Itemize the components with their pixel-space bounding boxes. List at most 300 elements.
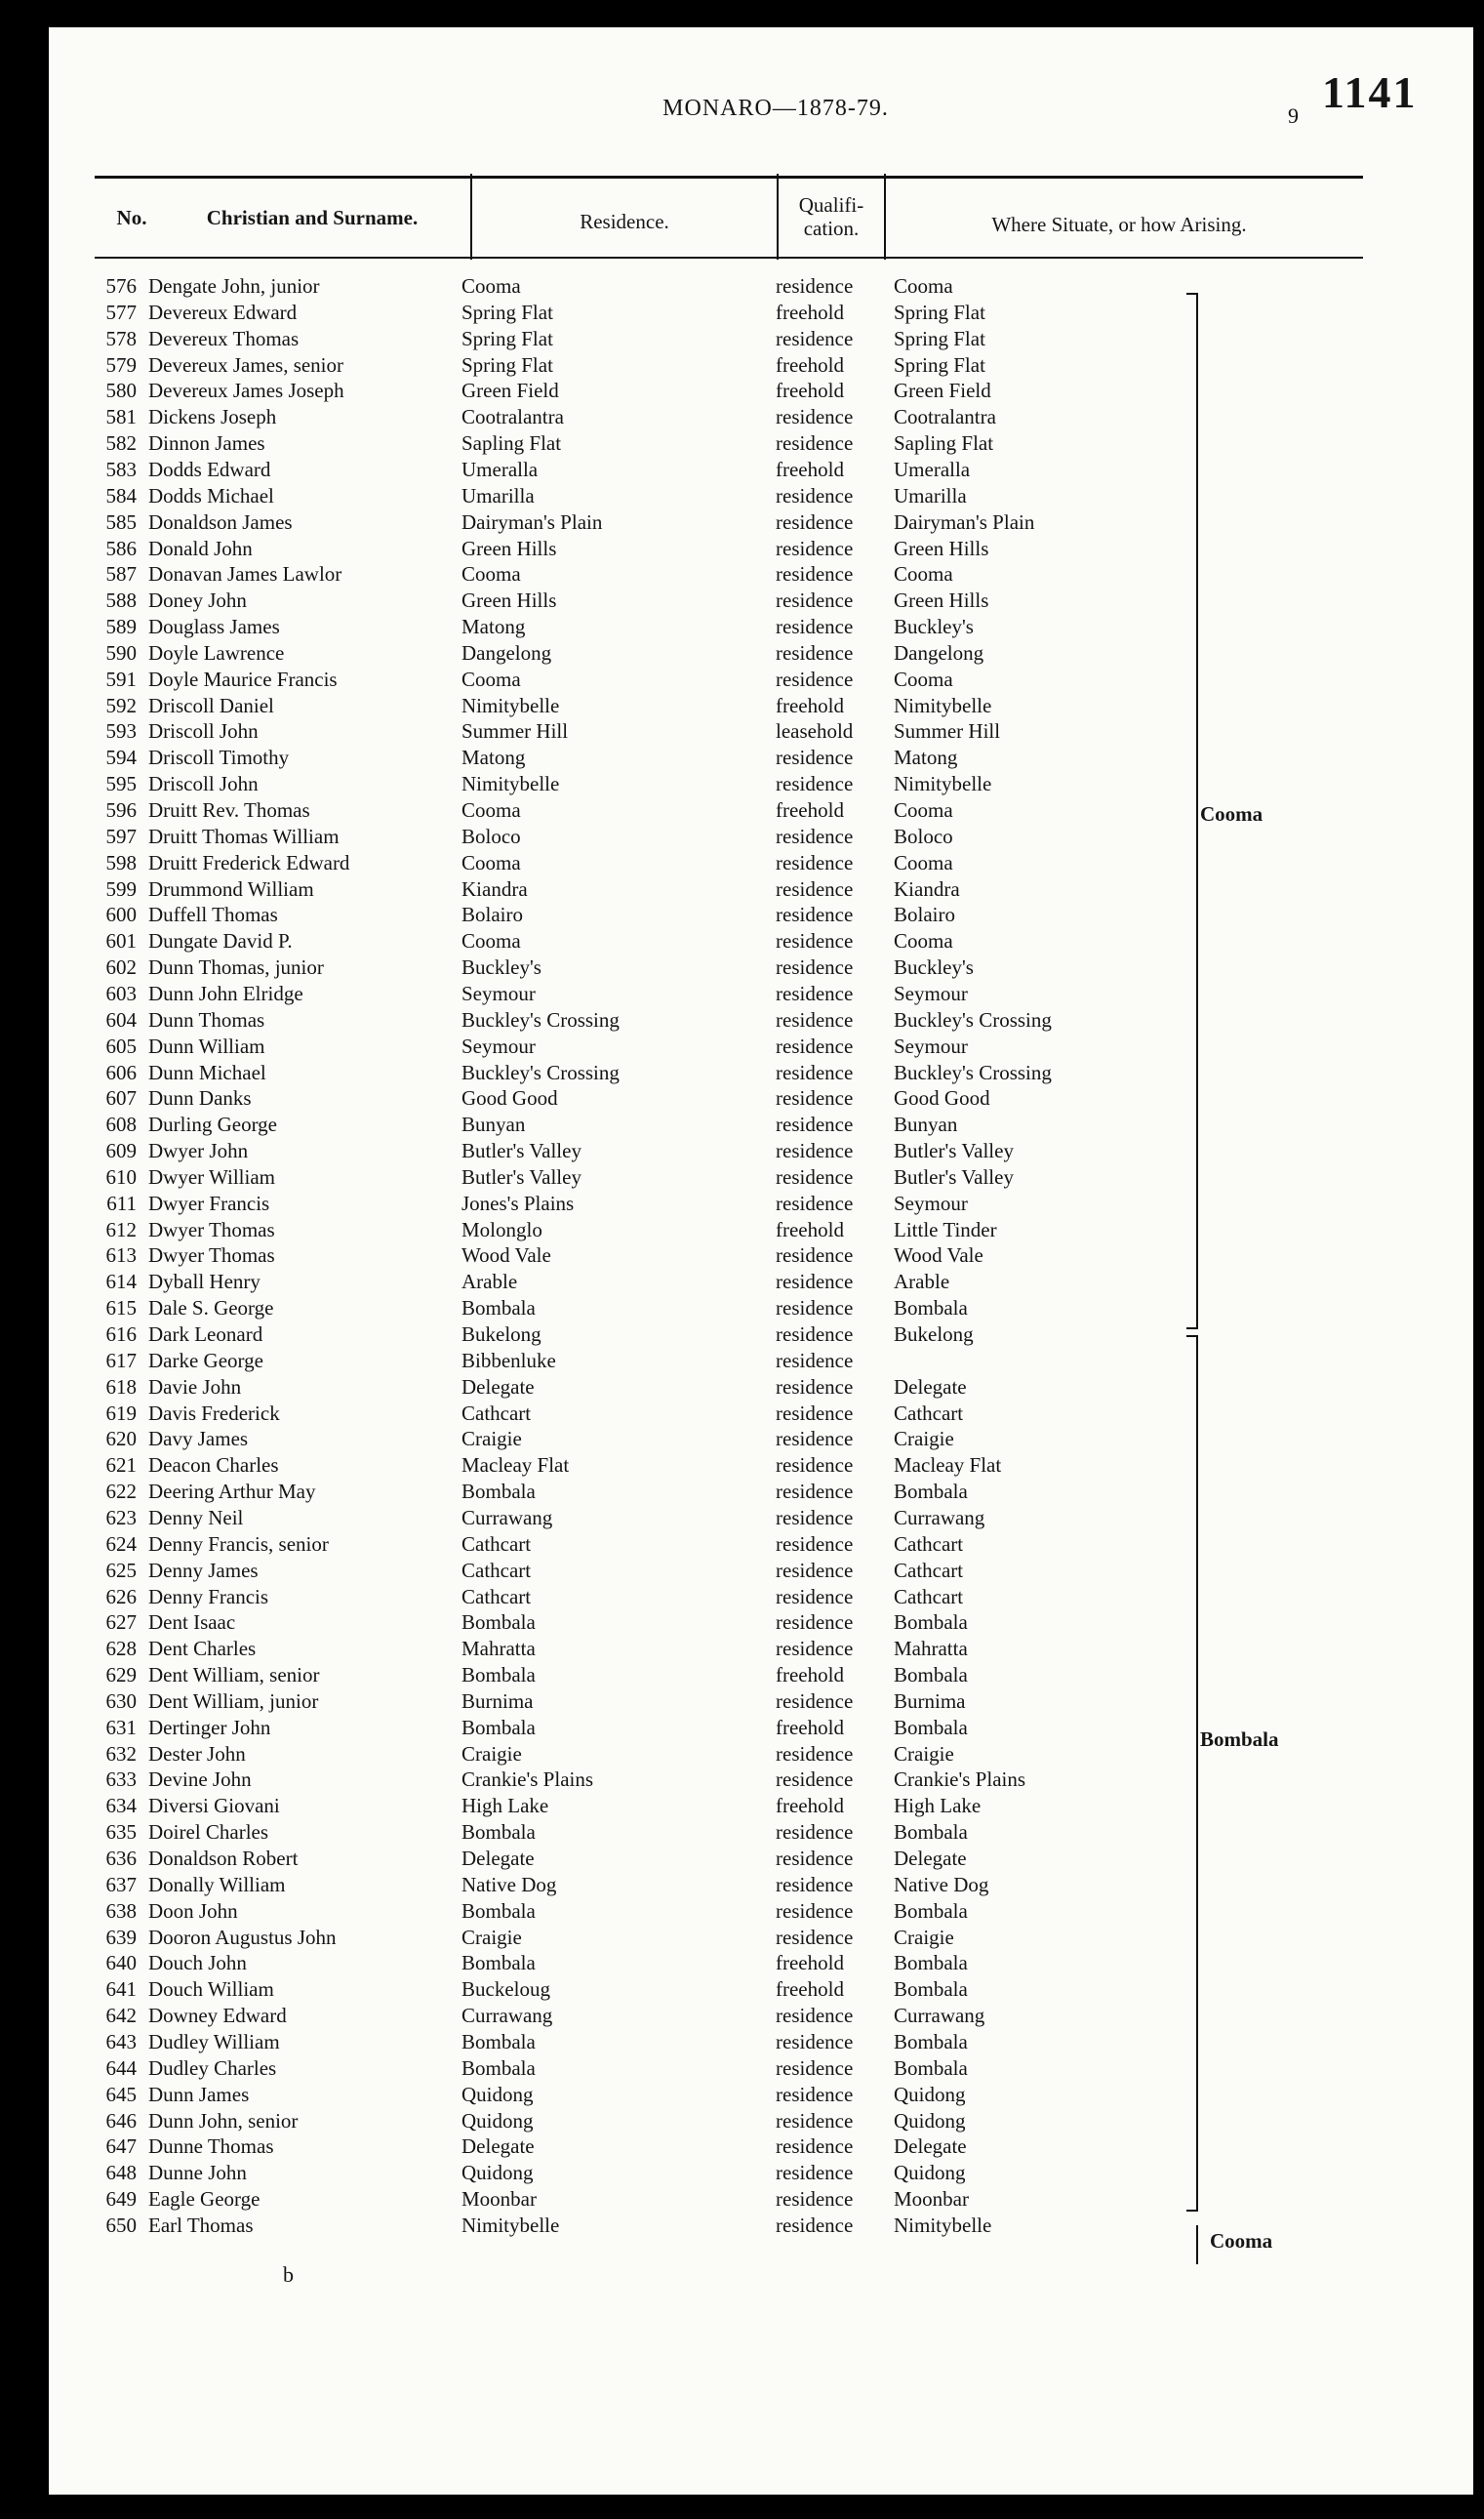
row-qualification: residence [776,1113,854,1137]
row-where: Kiandra [894,876,960,901]
row-name: Dunn Michael [148,1060,266,1084]
row-name: Dudley Charles [148,2055,277,2080]
table-row [49,1164,1473,1191]
row-qualification: residence [776,562,854,587]
row-residence: Kiandra [461,876,528,901]
row-qualification: residence [776,1007,854,1032]
row-residence: Cooma [461,929,521,954]
row-number: 579 [105,352,137,377]
row-where: Cooma [894,274,953,298]
table-row [49,1505,1473,1531]
row-residence: Bolairo [461,903,523,927]
row-qualification: residence [776,1348,854,1372]
row-name: Driscoll John [148,772,259,796]
row-residence: Cathcart [461,1531,532,1556]
row-number: 589 [105,615,137,639]
row-residence: Quidong [461,2161,534,2185]
row-residence: Craigie [461,1427,522,1451]
row-residence: Crankie's Plains [461,1767,594,1792]
qualification-line-1: Qualifi- [798,193,864,217]
row-name: Dunn James [148,2082,250,2106]
row-residence: Bibbenluke [461,1348,556,1372]
row-residence: Craigie [461,1741,522,1766]
row-name: Devereux Thomas [148,326,300,350]
row-number: 587 [105,562,137,587]
row-name: Driscoll Timothy [148,746,290,770]
row-where: Bombala [894,1480,968,1504]
brace-bombala [1196,1335,1198,2212]
row-name: Druitt Rev. Thomas [148,798,310,822]
row-qualification: residence [776,2134,854,2159]
table-row [49,1007,1473,1034]
row-qualification: residence [776,1427,854,1451]
row-residence: Buckeloug [461,1977,550,2002]
row-qualification: freehold [776,352,844,377]
row-qualification: residence [776,2029,854,2053]
row-where: Dairyman's Plain [894,509,1035,534]
row-residence: Craigie [461,1925,522,1949]
table-row [49,430,1473,457]
row-where: Currawang [894,2004,985,2028]
row-qualification: residence [776,746,854,770]
row-residence: Arable [461,1270,518,1294]
row-qualification: freehold [776,1715,844,1739]
row-number: 584 [105,483,137,508]
row-where: Cooma [894,850,953,874]
table-row [49,1295,1473,1321]
column-divider [884,174,886,260]
row-where: Delegate [894,2134,967,2159]
row-qualification: residence [776,1139,854,1163]
row-residence: Moonbar [461,2187,537,2212]
row-residence: Dairyman's Plain [461,509,603,534]
row-name: Douglass James [148,615,280,639]
row-where: Craigie [894,1925,954,1949]
row-name: Davy James [148,1427,249,1451]
row-qualification: residence [776,929,854,954]
row-residence: Matong [461,615,526,639]
table-row [49,1217,1473,1243]
row-where: Nimitybelle [894,693,992,717]
row-residence: Nimitybelle [461,693,560,717]
row-qualification: residence [776,1898,854,1923]
table-row [49,667,1473,693]
row-where: Seymour [894,981,968,1005]
row-where: Bukelong [894,1322,974,1346]
row-qualification: residence [776,1086,854,1111]
row-where: Buckley's Crossing [894,1060,1052,1084]
table-row [49,352,1473,379]
row-residence: Delegate [461,1847,535,1870]
row-name: Dunn Thomas [148,1007,265,1032]
row-name: Denny James [148,1558,259,1582]
header-rule-top [95,176,1363,179]
row-name: Dodds Edward [148,457,271,481]
row-name: Driscoll Daniel [148,693,274,717]
row-where: Cooma [894,929,953,954]
row-number: 647 [105,2134,137,2159]
table-row [49,1846,1473,1872]
row-name: Diversi Giovani [148,1794,280,1818]
row-name: Donald John [148,536,253,560]
row-where: Cathcart [894,1558,964,1582]
row-number: 620 [105,1427,137,1451]
row-qualification: residence [776,431,854,456]
row-qualification: residence [776,1741,854,1766]
row-number: 630 [105,1688,137,1713]
row-name: Donaldson James [148,509,293,534]
row-residence: Cathcart [461,1584,532,1608]
table-row [49,1479,1473,1505]
row-qualification: residence [776,772,854,796]
row-residence: Molonglo [461,1217,542,1241]
row-qualification: residence [776,2055,854,2080]
row-number: 646 [105,2108,137,2133]
row-number: 633 [105,1767,137,1792]
table-row [49,640,1473,667]
row-qualification: freehold [776,798,844,822]
row-residence: Green Hills [461,536,557,560]
row-residence: Macleay Flat [461,1453,570,1478]
table-row [49,981,1473,1007]
row-number: 641 [105,1977,137,2002]
table-row [49,1925,1473,1951]
row-residence: Cooma [461,850,521,874]
row-residence: Burnima [461,1688,534,1713]
row-residence: Buckley's [461,955,541,980]
row-residence: Seymour [461,981,536,1005]
row-where: Mahratta [894,1637,968,1661]
row-number: 649 [105,2187,137,2212]
row-name: Dunn William [148,1034,265,1058]
row-name: Denny Francis, senior [148,1531,329,1556]
row-number: 632 [105,1741,137,1766]
table-row [49,536,1473,562]
row-residence: Delegate [461,2134,535,2159]
row-qualification: residence [776,1820,854,1845]
row-name: Dengate John, junior [148,274,320,298]
row-where: Buckley's Crossing [894,1007,1052,1032]
row-where: Green Hills [894,536,989,560]
row-qualification: residence [776,483,854,508]
row-number: 585 [105,509,137,534]
row-number: 583 [105,457,137,481]
row-residence: Good Good [461,1086,558,1111]
row-number: 591 [105,667,137,691]
row-where: Quidong [894,2108,966,2133]
column-header-residence: Residence. [580,210,669,233]
row-name: Douch William [148,1977,274,2002]
row-residence: Green Field [461,379,559,403]
row-residence: Bukelong [461,1322,541,1346]
row-where: Butler's Valley [894,1139,1014,1163]
row-qualification: residence [776,1584,854,1608]
table-row [49,1452,1473,1479]
table-row [49,718,1473,745]
table-row [49,2133,1473,2160]
row-residence: Buckley's Crossing [461,1007,620,1032]
table-row [49,1321,1473,1348]
row-residence: Bombala [461,1715,536,1739]
row-number: 605 [105,1034,137,1058]
row-name: Dester John [148,1741,246,1766]
row-number: 625 [105,1558,137,1582]
table-row [49,1636,1473,1662]
row-number: 608 [105,1113,137,1137]
table-row [49,1269,1473,1295]
row-where: Macleay Flat [894,1453,1002,1478]
row-residence: Bunyan [461,1113,526,1137]
row-where: Native Dog [894,1872,989,1896]
row-number: 592 [105,693,137,717]
row-number: 621 [105,1453,137,1478]
row-qualification: residence [776,1505,854,1529]
row-number: 614 [105,1270,137,1294]
row-number: 611 [106,1191,137,1215]
row-where: Quidong [894,2082,966,2106]
row-residence: Buckley's Crossing [461,1060,620,1084]
row-residence: Delegate [461,1374,535,1399]
row-qualification: residence [776,981,854,1005]
row-number: 642 [105,2004,137,2028]
row-where: Seymour [894,1034,968,1058]
table-row [49,1401,1473,1427]
row-qualification: residence [776,1558,854,1582]
table-row [49,2029,1473,2055]
row-where: Dangelong [894,640,984,665]
row-residence: Cathcart [461,1558,532,1582]
row-where: Cathcart [894,1584,964,1608]
row-qualification: freehold [776,1794,844,1818]
row-where: Bombala [894,2055,968,2080]
row-number: 636 [105,1847,137,1870]
row-qualification: residence [776,640,854,665]
row-qualification: residence [776,2108,854,2133]
row-number: 624 [105,1531,137,1556]
row-where: Craigie [894,1427,954,1451]
row-qualification: residence [776,667,854,691]
row-number: 637 [105,1872,137,1896]
table-row [49,928,1473,955]
row-qualification: residence [776,1453,854,1478]
table-row [49,824,1473,850]
table-row [49,2186,1473,2213]
table-row [49,1793,1473,1819]
row-where: Butler's Valley [894,1164,1014,1189]
header-rule-bottom [95,257,1363,259]
row-where: Spring Flat [894,352,985,377]
table-row [49,326,1473,352]
row-number: 582 [105,431,137,456]
row-where: Craigie [894,1741,954,1766]
row-number: 599 [105,876,137,901]
row-where: Cooma [894,798,953,822]
row-where: Delegate [894,1847,967,1870]
row-where: Buckley's [894,615,974,639]
row-name: Darke George [148,1348,263,1372]
row-residence: Umeralla [461,457,539,481]
row-where: Bombala [894,1296,968,1320]
page-title: MONARO—1878-79. [662,96,889,121]
row-qualification: residence [776,903,854,927]
table-row [49,588,1473,614]
row-name: Deering Arthur May [148,1480,316,1504]
row-number: 607 [105,1086,137,1111]
row-residence: Cooma [461,274,521,298]
row-qualification: residence [776,1531,854,1556]
row-number: 580 [105,379,137,403]
table-row [49,1034,1473,1060]
row-residence: Spring Flat [461,300,553,324]
table-row [49,1426,1473,1452]
row-number: 609 [105,1139,137,1163]
row-number: 644 [105,2055,137,2080]
row-number: 581 [105,405,137,429]
row-residence: Nimitybelle [461,2213,560,2237]
row-where: Wood Vale [894,1243,983,1268]
table-row [49,614,1473,640]
row-name: Devereux James, senior [148,352,344,377]
row-residence: Quidong [461,2082,534,2106]
row-qualification: residence [776,326,854,350]
table-row [49,300,1473,326]
row-name: Denny Neil [148,1505,244,1529]
row-qualification: residence [776,1925,854,1949]
row-residence: Quidong [461,2108,534,2133]
row-qualification: residence [776,1480,854,1504]
table-row [49,850,1473,876]
row-residence: Wood Vale [461,1243,551,1268]
row-qualification: residence [776,405,854,429]
row-name: Dale S. George [148,1296,274,1320]
row-where: Spring Flat [894,300,985,324]
row-name: Donaldson Robert [148,1847,299,1870]
table-row [49,509,1473,536]
row-qualification: residence [776,1767,854,1792]
row-qualification: residence [776,1872,854,1896]
row-name: Dent William, junior [148,1688,319,1713]
row-qualification: residence [776,2187,854,2212]
row-qualification: freehold [776,693,844,717]
table-row [49,1558,1473,1584]
row-where: Bombala [894,1715,968,1739]
table-row [49,457,1473,483]
table-row [49,1898,1473,1925]
row-qualification: residence [776,1296,854,1320]
brace-tick [1186,2210,1198,2212]
table-row [49,2108,1473,2134]
row-qualification: residence [776,1243,854,1268]
row-number: 597 [105,824,137,848]
row-qualification: freehold [776,1951,844,1975]
table-row [49,745,1473,771]
row-where: Buckley's [894,955,974,980]
row-residence: Bombala [461,1610,536,1635]
row-qualification: residence [776,850,854,874]
row-number: 588 [105,589,137,613]
row-where: Spring Flat [894,326,985,350]
row-number: 598 [105,850,137,874]
table-row [49,483,1473,509]
row-number: 602 [105,955,137,980]
table-row [49,1242,1473,1269]
column-header-no: No. [116,206,147,229]
column-divider [470,174,472,260]
row-number: 613 [105,1243,137,1268]
row-where: Cooma [894,667,953,691]
table-row [49,2055,1473,2082]
row-number: 615 [105,1296,137,1320]
row-qualification: freehold [776,1663,844,1687]
table-row [49,1112,1473,1138]
row-residence: Cooma [461,667,521,691]
brace-tick [1186,293,1198,295]
row-qualification: residence [776,824,854,848]
row-qualification: residence [776,589,854,613]
row-qualification: residence [776,1164,854,1189]
row-qualification: residence [776,536,854,560]
table-row [49,561,1473,588]
brace-cooma-2 [1196,2225,1198,2264]
row-where: Burnima [894,1688,966,1713]
table-row [49,955,1473,981]
table-row [49,1191,1473,1217]
row-where: Nimitybelle [894,2213,992,2237]
row-where: Summer Hill [894,719,1001,744]
row-name: Dwyer Francis [148,1191,270,1215]
row-qualification: residence [776,2161,854,2185]
row-name: Durling George [148,1113,277,1137]
row-where: Good Good [894,1086,990,1111]
row-number: 628 [105,1637,137,1661]
row-where: Bombala [894,1951,968,1975]
row-number: 640 [105,1951,137,1975]
row-name: Drummond William [148,876,314,901]
table-row [49,771,1473,797]
table-row [49,1767,1473,1793]
row-qualification: residence [776,1034,854,1058]
row-name: Dooron Augustus John [148,1925,337,1949]
row-where: Green Field [894,379,991,403]
row-residence: Bombala [461,1480,536,1504]
row-residence: Cathcart [461,1401,532,1425]
row-number: 626 [105,1584,137,1608]
row-where: Cathcart [894,1531,964,1556]
row-name: Dwyer John [148,1139,249,1163]
table-row [49,378,1473,404]
row-where: Bolairo [894,903,955,927]
row-number: 627 [105,1610,137,1635]
row-number: 610 [105,1164,137,1189]
table-row [49,2003,1473,2029]
row-number: 631 [105,1715,137,1739]
table-row [49,2160,1473,2186]
row-residence: Mahratta [461,1637,536,1661]
row-name: Dunn Thomas, junior [148,955,324,980]
row-residence: Cooma [461,798,521,822]
row-residence: Bombala [461,1663,536,1687]
row-number: 578 [105,326,137,350]
table-row [49,1531,1473,1558]
row-number: 617 [105,1348,137,1372]
row-where: Bombala [894,1610,968,1635]
row-qualification: residence [776,1060,854,1084]
row-residence: Green Hills [461,589,557,613]
row-number: 601 [105,929,137,954]
row-number: 586 [105,536,137,560]
row-name: Devine John [148,1767,252,1792]
table-row [49,902,1473,928]
